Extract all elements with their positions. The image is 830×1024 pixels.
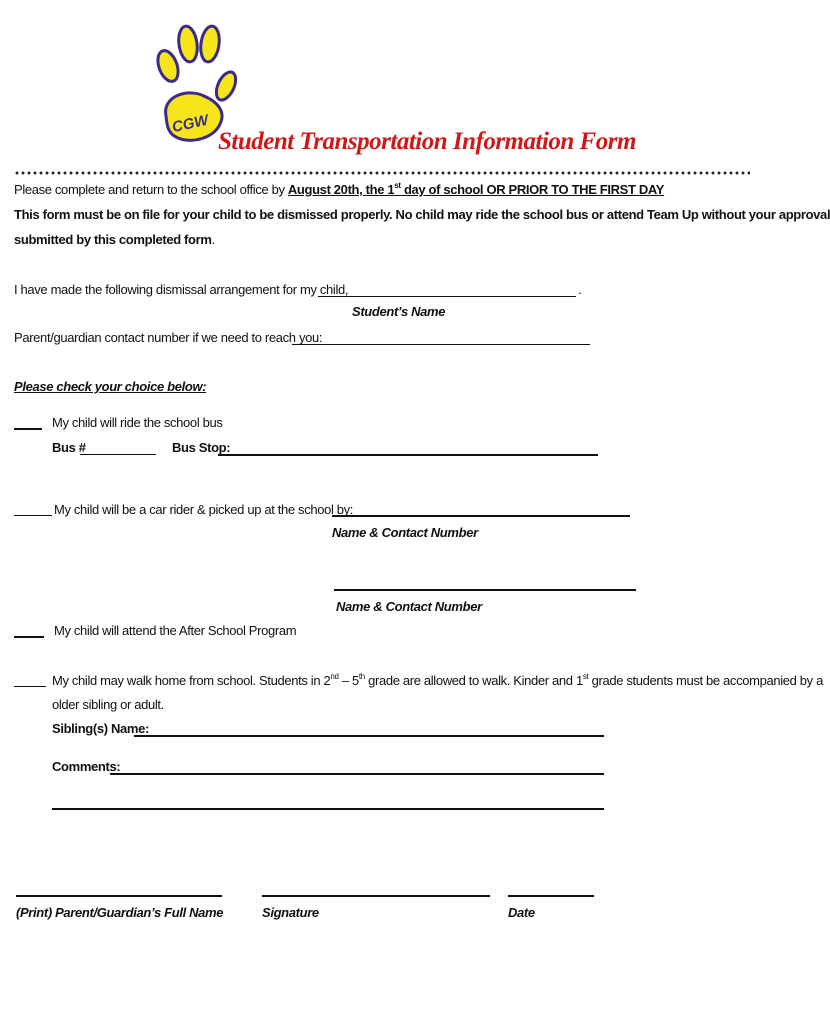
bus-number-label: Bus # (52, 440, 86, 455)
contact-number-field[interactable] (292, 344, 590, 345)
after-school-checkbox[interactable] (14, 636, 44, 638)
car-contact-caption-1: Name & Contact Number (332, 525, 478, 540)
bus-stop-label: Bus Stop: (172, 440, 231, 455)
dotted-divider (14, 170, 750, 176)
car-contact-caption-2: Name & Contact Number (336, 599, 482, 614)
form-title: Student Transportation Information Form (218, 128, 636, 155)
car-contact-field-2[interactable] (334, 589, 636, 591)
bus-option-label: My child will ride the school bus (52, 415, 223, 430)
bus-checkbox[interactable] (14, 428, 42, 430)
signature-caption: Signature (262, 905, 319, 920)
student-name-caption: Student’s Name (352, 304, 446, 319)
walk-option-line-2: older sibling or adult. (52, 697, 164, 712)
logo-text: CGW (170, 111, 210, 136)
print-name-field[interactable] (16, 895, 222, 897)
walk-checkbox[interactable] (14, 686, 46, 687)
walk-option-label: My child may walk home from school. Students in 2nd – 5th grade are allowed to walk. Kinder and 1st grade students must be accompanied by a (52, 672, 823, 688)
comments-field-2[interactable] (52, 808, 604, 810)
date-field[interactable] (508, 895, 594, 897)
print-name-caption: (Print) Parent/Guardian’s Full Name (16, 905, 224, 920)
car-rider-checkbox[interactable] (14, 515, 52, 516)
siblings-name-field[interactable] (134, 735, 604, 737)
contact-text: Parent/guardian contact number if we need to reach you: (14, 330, 323, 345)
bus-stop-field[interactable] (218, 454, 598, 456)
choice-heading: Please check your choice below: (14, 379, 207, 394)
signature-field[interactable] (262, 895, 490, 897)
paw-logo-icon (148, 16, 238, 146)
student-name-field[interactable] (318, 296, 576, 297)
car-contact-field-1[interactable] (332, 515, 630, 517)
comments-field-1[interactable] (110, 773, 604, 775)
siblings-label: Sibling(s) Name: (52, 721, 149, 736)
bus-number-field[interactable] (80, 454, 156, 455)
comments-label: Comments: (52, 759, 121, 774)
date-caption: Date (508, 905, 535, 920)
intro-line-2: This form must be on file for your child to be dismissed properly. No child may ride the school bus or attend Team Up without your approval (14, 207, 830, 222)
car-rider-option-label: My child will be a car rider & picked up at the school by: (54, 502, 354, 517)
arrangement-text: I have made the following dismissal arrangement for my child, (14, 282, 349, 297)
after-school-option-label: My child will attend the After School Program (54, 623, 297, 638)
intro-line-1: Please complete and return to the school office by August 20th, the 1st day of school OR PRIOR TO THE FIRST DAY (14, 181, 665, 197)
intro-line-3: submitted by this completed form. (14, 232, 215, 247)
arrangement-period: . (578, 282, 582, 297)
